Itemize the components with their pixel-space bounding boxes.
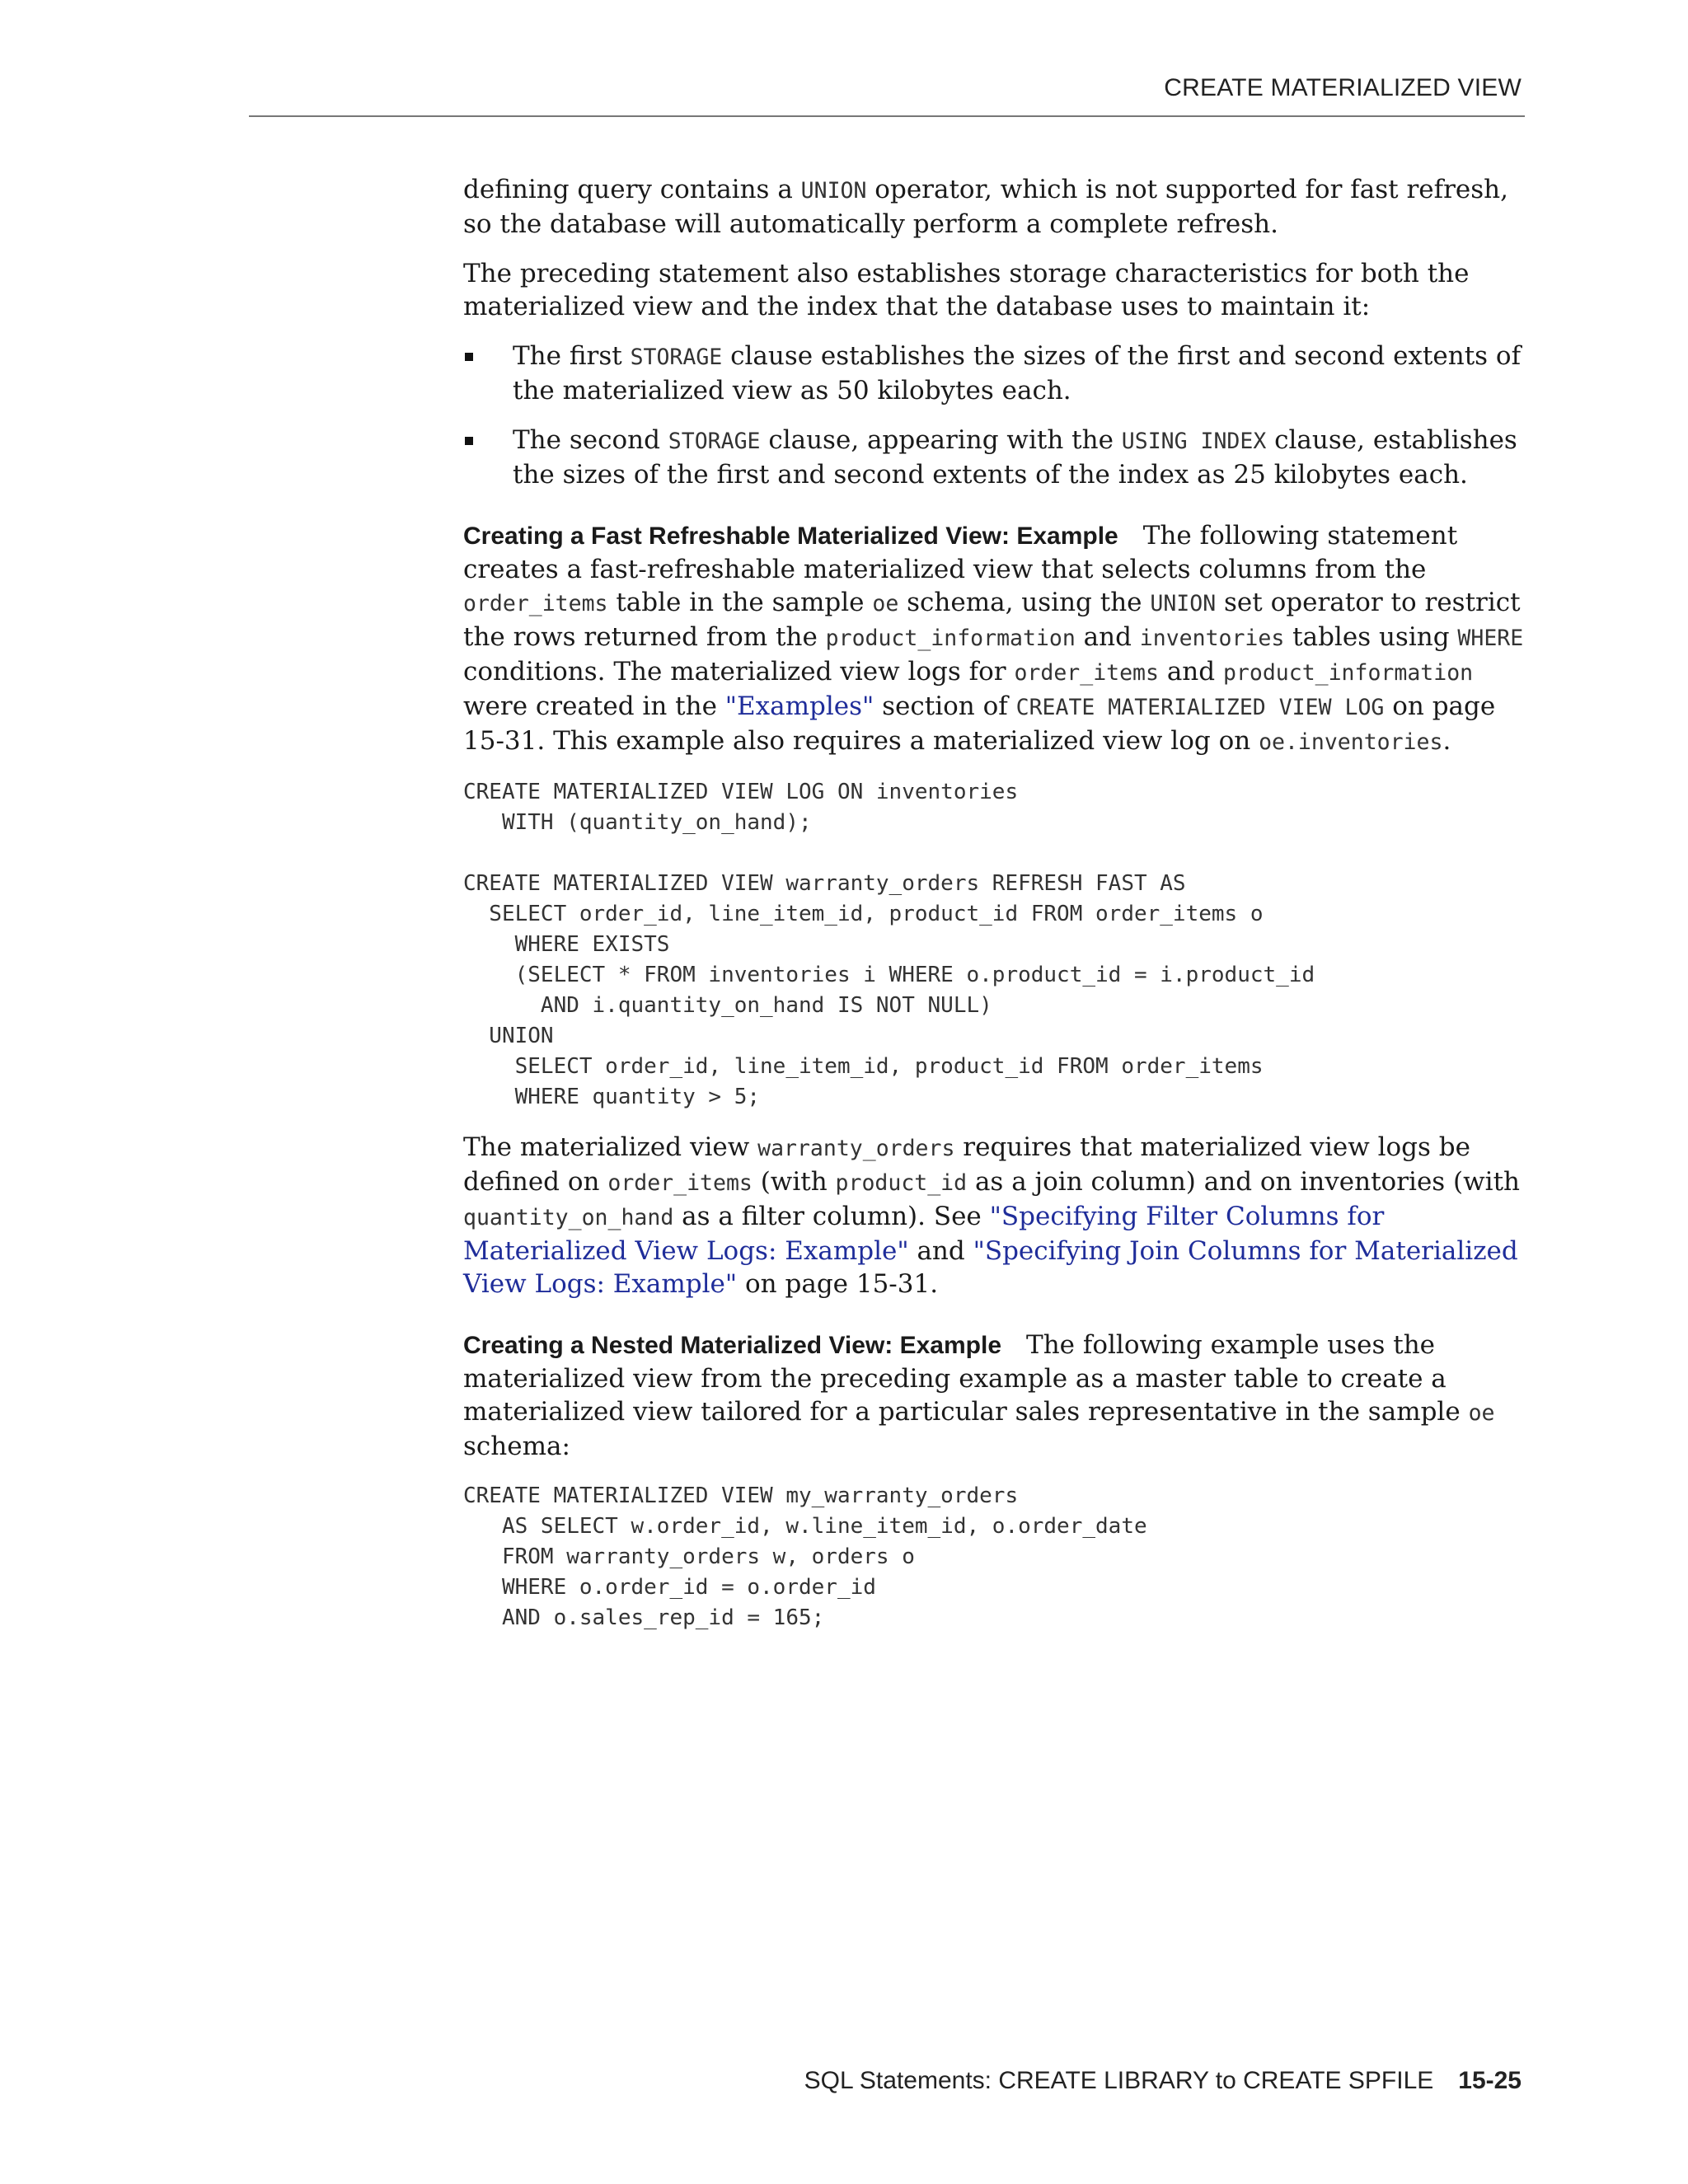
list-item: The second STORAGE clause, appearing with the USING INDEX clause, establishes the sizes of the first and second extents of the index as 25 kilobytes each. <box>463 424 1526 491</box>
header-rule <box>249 115 1525 117</box>
warranty-orders-explanation: The materialized view warranty_orders requires that materialized view logs be defined on order_items (with product_id as a join column) and on inventories (with quantity_on_hand as a filter column). See "Specifying Filter Columns for Materialized View Logs: Example" and "Specifying Join Columns for Materialized View Logs: Example" on page 15-31. <box>463 1132 1521 1299</box>
page-footer <box>804 2067 1522 2095</box>
storage-bullet-list <box>463 340 1526 491</box>
page-number: 15-25 <box>1458 2067 1522 2094</box>
intro-paragraph-2: The preceding statement also establishes storage characteristics for both the materialized view and the index that the database uses to maintain it: <box>463 259 1470 321</box>
intro-paragraph-1: defining query contains a UNION operator, which is not supported for fast refresh, so the database will automatically perform a complete refresh. <box>463 175 1508 239</box>
fast-refresh-example-paragraph: Creating a Fast Refreshable Materialized View: Example The following statement creates a fast-refreshable materialized view that selects columns from the order_items table in the sample oe schema, using the UNION set operator to restrict the rows returned from the product_information and inventories tables using WHERE conditions. The materialized view logs for order_items and product_information were created in the "Examples" section of CREATE MATERIALIZED VIEW LOG on page 15-31. This example also requires a materialized view log on oe.inventories. <box>463 521 1524 756</box>
code-block-warranty-orders: CREATE MATERIALIZED VIEW LOG ON inventories WITH (quantity_on_hand); CREATE MATERIALIZED VIEW warranty_orders REFRESH FAST AS SELECT order_id, line_item_id, product_id FROM order_items o WHERE EXISTS (SELECT * FROM inventories i WHERE o.product_id = i.product_id AND i.quantity_on_hand IS NOT NULL) UNION SELECT order_id, line_item_id, product_id FROM order_items WHERE quantity > 5; <box>463 780 1315 1109</box>
code-block-my-warranty-orders: CREATE MATERIALIZED VIEW my_warranty_orders AS SELECT w.order_id, w.line_item_id, o.order_date FROM warranty_orders w, orders o WHERE o.order_id = o.order_id AND o.sales_rep_id = 165; <box>463 1483 1147 1630</box>
fast-refresh-example-heading: Creating a Fast Refreshable Materialized View: Example <box>463 523 1118 550</box>
footer-title: SQL Statements: CREATE LIBRARY to CREATE SPFILE <box>804 2067 1434 2094</box>
examples-link[interactable]: "Examples" <box>724 691 874 721</box>
square-bullet-icon <box>465 437 473 445</box>
square-bullet-icon <box>465 353 473 361</box>
filter-columns-link[interactable]: "Specifying Filter Columns for Materialized View Logs: Example" <box>463 1202 1385 1266</box>
join-columns-link[interactable]: "Specifying Join Columns for Materialized View Logs: Example" <box>463 1236 1518 1299</box>
main-content <box>463 173 1526 1652</box>
nested-example-paragraph: Creating a Nested Materialized View: Example The following example uses the materialized view from the preceding example as a master table to create a materialized view tailored for a particular sales representative in the sample oe schema: <box>463 1330 1495 1461</box>
running-head: CREATE MATERIALIZED VIEW <box>1164 74 1522 101</box>
nested-example-heading: Creating a Nested Materialized View: Example <box>463 1332 1002 1359</box>
list-item: The first STORAGE clause establishes the sizes of the first and second extents of the materialized view as 50 kilobytes each. <box>463 340 1526 407</box>
